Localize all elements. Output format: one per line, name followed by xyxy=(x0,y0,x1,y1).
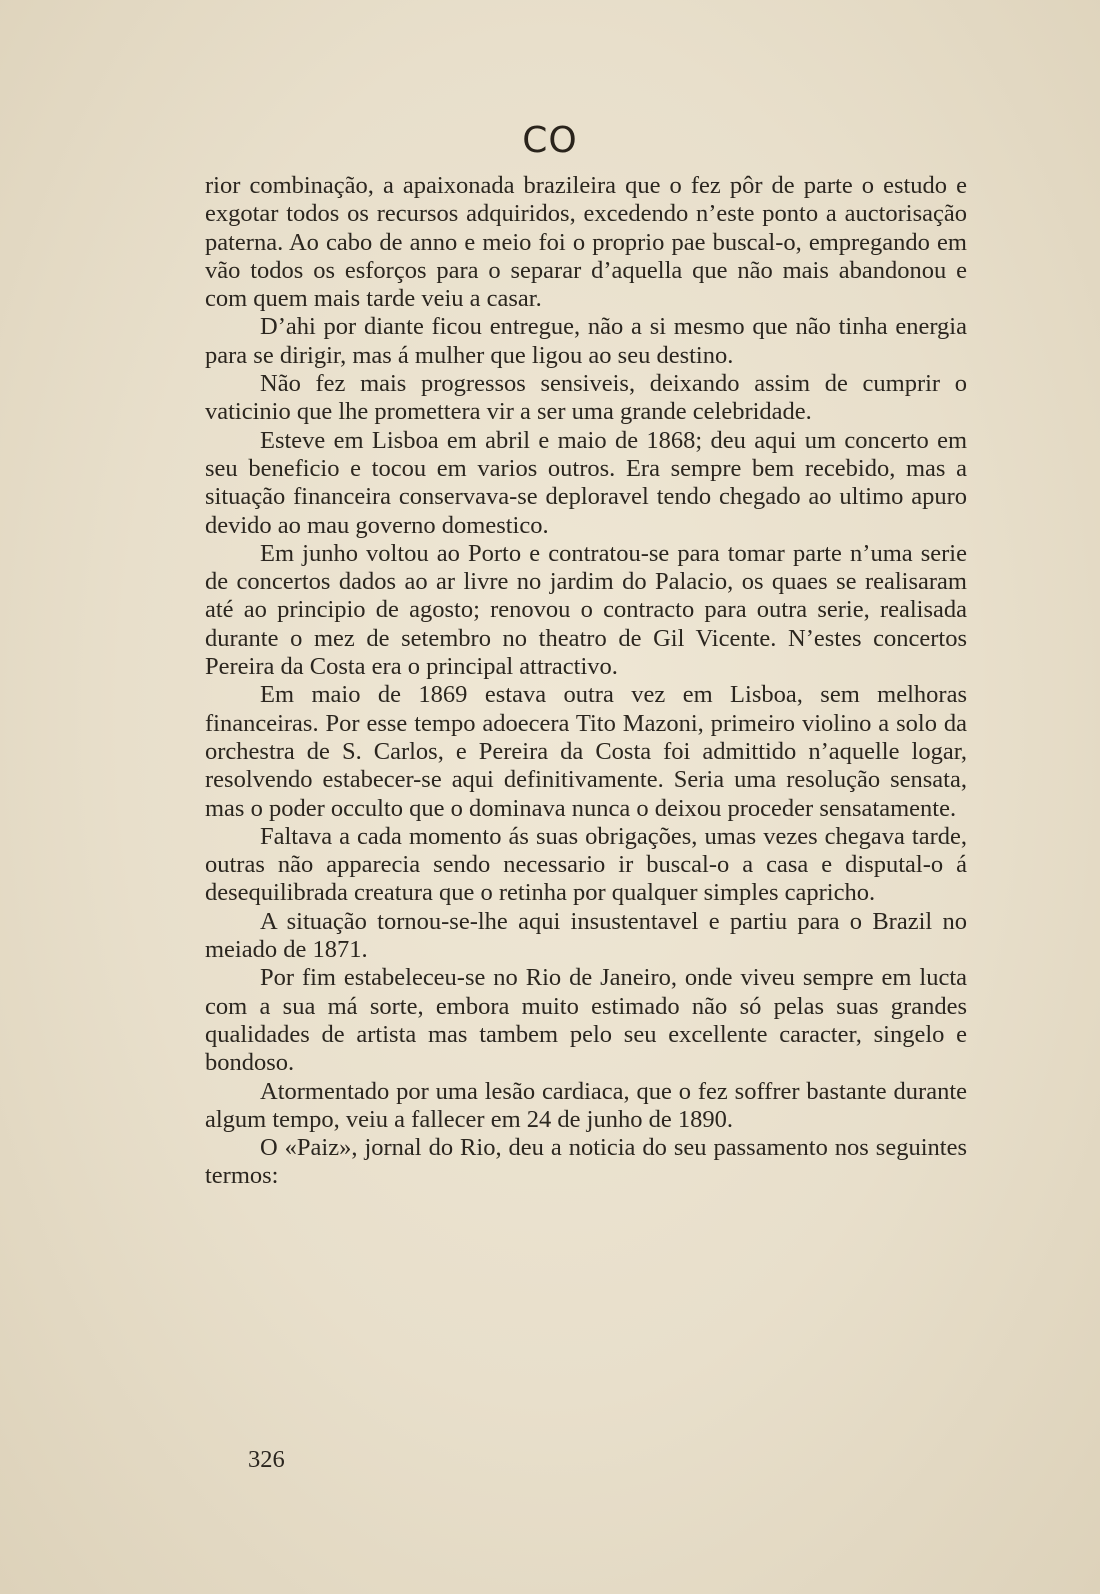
paragraph: D’ahi por diante ficou entregue, não a si mesmo que não tinha energia para se dirigir, mas á mulher que ligou ao seu destino. xyxy=(205,313,967,369)
paragraph: Em maio de 1869 estava outra vez em Lisboa, sem melhoras financeiras. Por esse tempo adoecera Tito Mazoni, primeiro violino a solo da orchestra de S. Carlos, e Pereira da Costa foi admittido n’aquelle logar, resolvendo estabecer-se aqui definitivamente. Seria uma resolução sensata, mas o poder occulto que o dominava nunca o deixou proceder sensatamente. xyxy=(205,681,967,822)
paragraph: O «Paiz», jornal do Rio, deu a noticia do seu passamento nos seguintes termos: xyxy=(205,1134,967,1190)
paragraph: rior combinação, a apaixonada brazileira que o fez pôr de parte o estudo e exgotar todos os recursos adquiridos, excedendo n’este ponto a auctorisação paterna. Ao cabo de anno e meio foi o proprio pae buscal-o, empregando em vão todos os esforços para o separar d’aquella que não mais abandonou e com quem mais tarde veiu a casar. xyxy=(205,172,967,313)
body-text xyxy=(205,172,967,1191)
paragraph: Atormentado por uma lesão cardiaca, que o fez soffrer bastante durante algum tempo, veiu a fallecer em 24 de junho de 1890. xyxy=(205,1077,967,1133)
paragraph: Esteve em Lisboa em abril e maio de 1868; deu aqui um concerto em seu beneficio e tocou em varios outros. Era sempre bem recebido, mas a situação financeira conservava-se deploravel tendo chegado ao ultimo apuro devido ao mau governo domestico. xyxy=(205,426,967,539)
paragraph: Por fim estabeleceu-se no Rio de Janeiro, onde viveu sempre em lucta com a sua má sorte, embora muito estimado não só pelas suas grandes qualidades de artista mas tambem pelo seu excellente caracter, singelo e bondoso. xyxy=(205,964,967,1077)
running-header: CO xyxy=(522,120,578,161)
paragraph: Em junho voltou ao Porto e contratou-se para tomar parte n’uma serie de concertos dados ao ar livre no jardim do Palacio, os quaes se realisaram até ao principio de agosto; renovou o contracto para outra serie, realisada durante o mez de setembro no theatro de Gil Vicente. N’estes concertos Pereira da Costa era o principal attractivo. xyxy=(205,539,967,681)
paragraph: Não fez mais progressos sensiveis, deixando assim de cumprir o vaticinio que lhe promettera vir a ser uma grande celebridade. xyxy=(205,370,967,426)
paragraph: A situação tornou-se-lhe aqui insustentavel e partiu para o Brazil no meiado de 1871. xyxy=(205,907,967,964)
paragraph: Faltava a cada momento ás suas obrigações, umas vezes chegava tarde, outras não apparecia sendo necessario ir buscal-o a casa e disputal-o á desequilibrada creatura que o retinha por qualquer simples capricho. xyxy=(205,822,967,907)
page-number: 326 xyxy=(248,1446,285,1473)
